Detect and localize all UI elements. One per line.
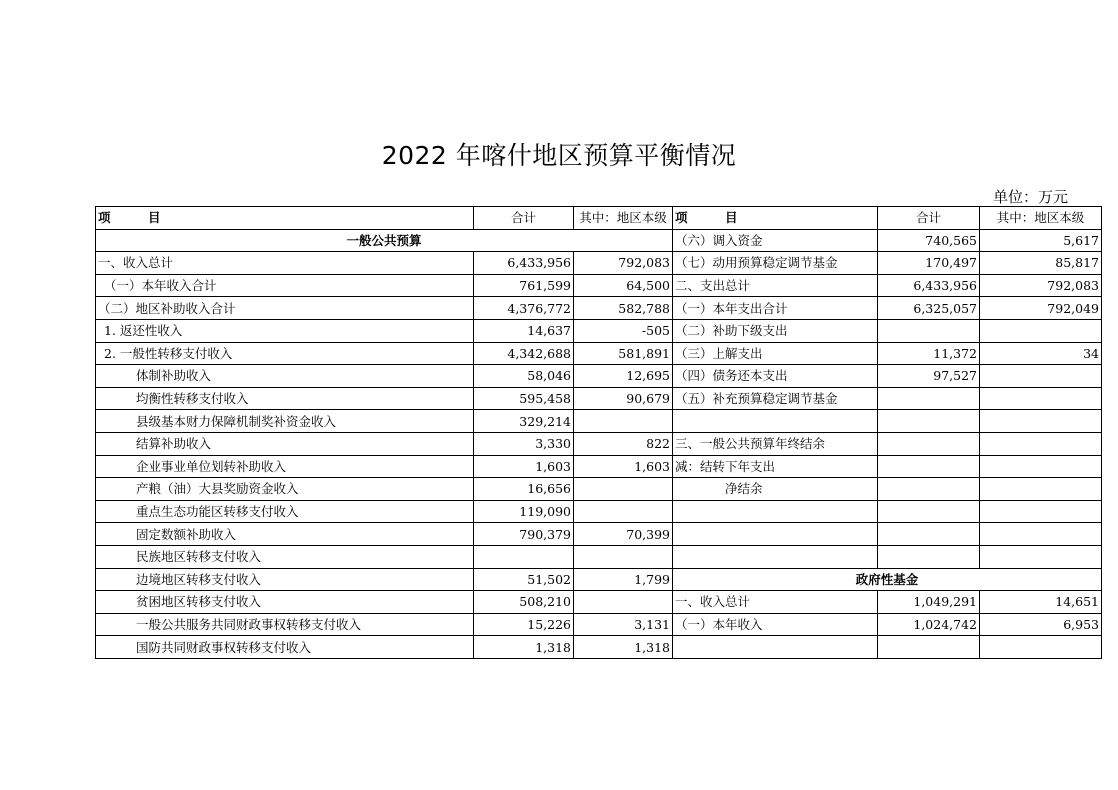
left-item: 体制补助收入 (96, 365, 474, 388)
left-region: 582,788 (574, 297, 673, 320)
right-region (980, 545, 1102, 568)
right-total: 11,372 (878, 342, 980, 365)
right-item: （四）债务还本支出 (673, 365, 878, 388)
table-row (96, 274, 1102, 297)
right-item: 三、一般公共预算年终结余 (673, 432, 878, 455)
left-region (574, 591, 673, 614)
left-total: 14,637 (474, 319, 574, 342)
right-region (980, 365, 1102, 388)
left-item: 贫困地区转移支付收入 (96, 591, 474, 614)
section-fund: 政府性基金 (673, 568, 1102, 591)
left-total: 16,656 (474, 478, 574, 501)
right-total (878, 410, 980, 433)
left-region (574, 500, 673, 523)
left-item: 结算补助收入 (96, 432, 474, 455)
left-item: 2. 一般性转移支付收入 (96, 342, 474, 365)
header-left-item: 项 目 (96, 207, 474, 230)
left-total: 1,318 (474, 636, 574, 659)
left-region: 1,799 (574, 568, 673, 591)
right-region (980, 432, 1102, 455)
right-total: 97,527 (878, 365, 980, 388)
right-item: 减：结转下年支出 (673, 455, 878, 478)
table-row (96, 613, 1102, 636)
left-total: 508,210 (474, 591, 574, 614)
right-item (673, 636, 878, 659)
right-region: 792,083 (980, 274, 1102, 297)
left-item: 一般公共服务共同财政事权转移支付收入 (96, 613, 474, 636)
right-region: 5,617 (980, 229, 1102, 252)
right-region: 85,817 (980, 252, 1102, 275)
left-region: 3,131 (574, 613, 673, 636)
left-item: 产粮（油）大县奖励资金收入 (96, 478, 474, 501)
right-region: 34 (980, 342, 1102, 365)
table-row (96, 365, 1102, 388)
right-total: 1,024,742 (878, 613, 980, 636)
left-total: 790,379 (474, 523, 574, 546)
left-total: 4,376,772 (474, 297, 574, 320)
right-region (980, 478, 1102, 501)
budget-balance-table (95, 206, 1102, 659)
table-row (96, 500, 1102, 523)
left-total: 58,046 (474, 365, 574, 388)
left-region: 1,603 (574, 455, 673, 478)
left-item: 县级基本财力保障机制奖补资金收入 (96, 410, 474, 433)
table-row (96, 229, 1102, 252)
table-row (96, 591, 1102, 614)
right-item: （一）本年收入 (673, 613, 878, 636)
left-total: 329,214 (474, 410, 574, 433)
left-item: （二）地区补助收入合计 (96, 297, 474, 320)
right-region (980, 636, 1102, 659)
right-region (980, 387, 1102, 410)
left-region (574, 478, 673, 501)
table-row (96, 297, 1102, 320)
left-region: 90,679 (574, 387, 673, 410)
right-total (878, 523, 980, 546)
left-region: 1,318 (574, 636, 673, 659)
left-region: 581,891 (574, 342, 673, 365)
left-item: 边境地区转移支付收入 (96, 568, 474, 591)
table-row (96, 455, 1102, 478)
right-region (980, 410, 1102, 433)
left-item: 固定数额补助收入 (96, 523, 474, 546)
left-region (574, 545, 673, 568)
left-item: 1. 返还性收入 (96, 319, 474, 342)
right-region: 6,953 (980, 613, 1102, 636)
right-item: （三）上解支出 (673, 342, 878, 365)
left-region: 822 (574, 432, 673, 455)
right-region (980, 455, 1102, 478)
right-total: 1,049,291 (878, 591, 980, 614)
right-total (878, 636, 980, 659)
right-item: （二）补助下级支出 (673, 319, 878, 342)
header-row (96, 207, 1102, 230)
right-total (878, 455, 980, 478)
unit-label: 单位：万元 (992, 188, 1068, 206)
left-total: 51,502 (474, 568, 574, 591)
right-total (878, 387, 980, 410)
left-region: 12,695 (574, 365, 673, 388)
left-total: 595,458 (474, 387, 574, 410)
right-item (673, 545, 878, 568)
left-total: 3,330 (474, 432, 574, 455)
header-right-total: 合计 (878, 207, 980, 230)
right-total: 740,565 (878, 229, 980, 252)
table-row (96, 523, 1102, 546)
table-row (96, 568, 1102, 591)
header-right-region: 其中：地区本级 (980, 207, 1102, 230)
right-region (980, 500, 1102, 523)
left-region: -505 (574, 319, 673, 342)
left-total: 15,226 (474, 613, 574, 636)
right-region (980, 523, 1102, 546)
right-total (878, 500, 980, 523)
left-total: 119,090 (474, 500, 574, 523)
header-left-total: 合计 (474, 207, 574, 230)
table-row (96, 410, 1102, 433)
left-total: 6,433,956 (474, 252, 574, 275)
left-item: 企业事业单位划转补助收入 (96, 455, 474, 478)
right-total: 170,497 (878, 252, 980, 275)
right-region: 792,049 (980, 297, 1102, 320)
right-item (673, 500, 878, 523)
left-total: 761,599 (474, 274, 574, 297)
right-item: （六）调入资金 (673, 229, 878, 252)
table-row (96, 636, 1102, 659)
header-right-item: 项 目 (673, 207, 878, 230)
left-region: 64,500 (574, 274, 673, 297)
section-general-budget: 一般公共预算 (96, 229, 673, 252)
right-item (673, 410, 878, 433)
left-total: 4,342,688 (474, 342, 574, 365)
left-total (474, 545, 574, 568)
right-region (980, 319, 1102, 342)
right-item: 二、支出总计 (673, 274, 878, 297)
table-row (96, 319, 1102, 342)
table-row (96, 432, 1102, 455)
left-region (574, 410, 673, 433)
left-item: 一、收入总计 (96, 252, 474, 275)
left-item: （一）本年收入合计 (96, 274, 474, 297)
table-row (96, 387, 1102, 410)
left-total: 1,603 (474, 455, 574, 478)
right-total: 6,433,956 (878, 274, 980, 297)
right-total (878, 319, 980, 342)
right-total (878, 545, 980, 568)
page-title: 2022 年喀什地区预算平衡情况 (381, 141, 737, 170)
right-region: 14,651 (980, 591, 1102, 614)
left-item: 重点生态功能区转移支付收入 (96, 500, 474, 523)
right-total (878, 432, 980, 455)
right-item: 一、收入总计 (673, 591, 878, 614)
header-left-region: 其中：地区本级 (574, 207, 673, 230)
table-row (96, 478, 1102, 501)
right-item: （五）补充预算稳定调节基金 (673, 387, 878, 410)
left-item: 民族地区转移支付收入 (96, 545, 474, 568)
right-total: 6,325,057 (878, 297, 980, 320)
table-row (96, 545, 1102, 568)
table-row (96, 252, 1102, 275)
left-item: 均衡性转移支付收入 (96, 387, 474, 410)
left-item: 国防共同财政事权转移支付收入 (96, 636, 474, 659)
left-region: 792,083 (574, 252, 673, 275)
right-item: 净结余 (673, 478, 878, 501)
right-item: （七）动用预算稳定调节基金 (673, 252, 878, 275)
left-region: 70,399 (574, 523, 673, 546)
right-total (878, 478, 980, 501)
right-item: （一）本年支出合计 (673, 297, 878, 320)
right-item (673, 523, 878, 546)
table-row (96, 342, 1102, 365)
